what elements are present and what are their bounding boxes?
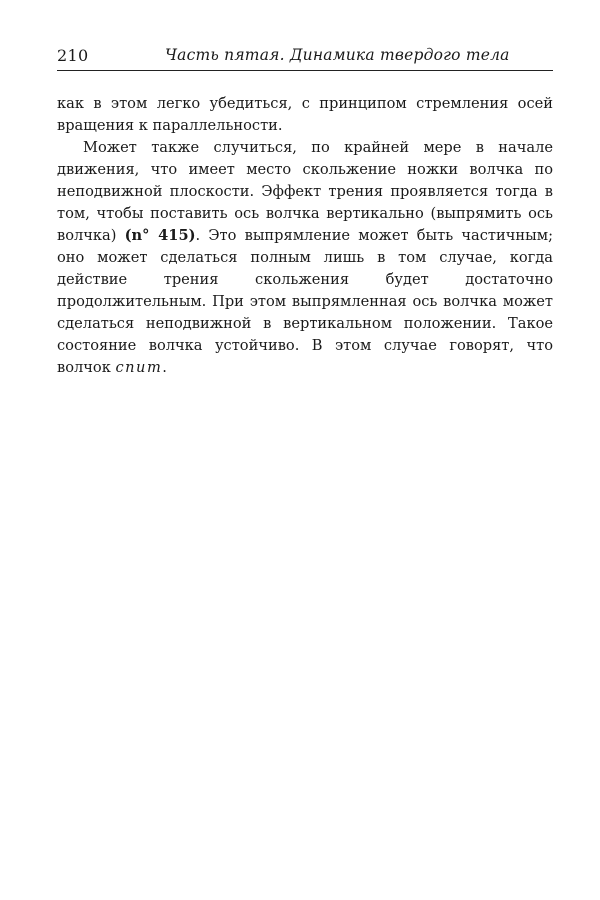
header-rule xyxy=(57,70,553,71)
paragraph-1 xyxy=(57,93,553,137)
paragraph-2-text-b: . Это выпрямление может быть частичным; оно может сделаться полным лишь в том случае, когда действие трения скольжения будет достаточно продолжительным. При этом выпрямленная ось волчка может сделаться неподвижной в вертикальном положении. Такое состояние волчка устойчиво. В этом случае говорят, что волчок xyxy=(57,227,553,376)
paragraph-2-end: . xyxy=(162,359,167,376)
paragraph-2-text-a: Может также случиться, по крайней мере в начале движения, что имеет место скольжение ножки волчка по неподвижной плоскости. Эффект трения проявляется тогда в том, чтобы поставить ось волчка вертикально (выпрямить ось волчка) xyxy=(57,139,553,244)
paragraph-1-text: как в этом легко убедиться, с принципом стремления осей вращения к параллельности. xyxy=(57,95,553,134)
emphasized-word: спит xyxy=(115,359,163,376)
main-text xyxy=(57,93,553,379)
section-reference: (n° 415) xyxy=(124,227,196,244)
page-header xyxy=(57,44,553,68)
running-title: Часть пятая. Динамика твердого тела xyxy=(165,46,510,64)
page-number: 210 xyxy=(57,46,89,65)
paragraph-2 xyxy=(57,137,553,379)
